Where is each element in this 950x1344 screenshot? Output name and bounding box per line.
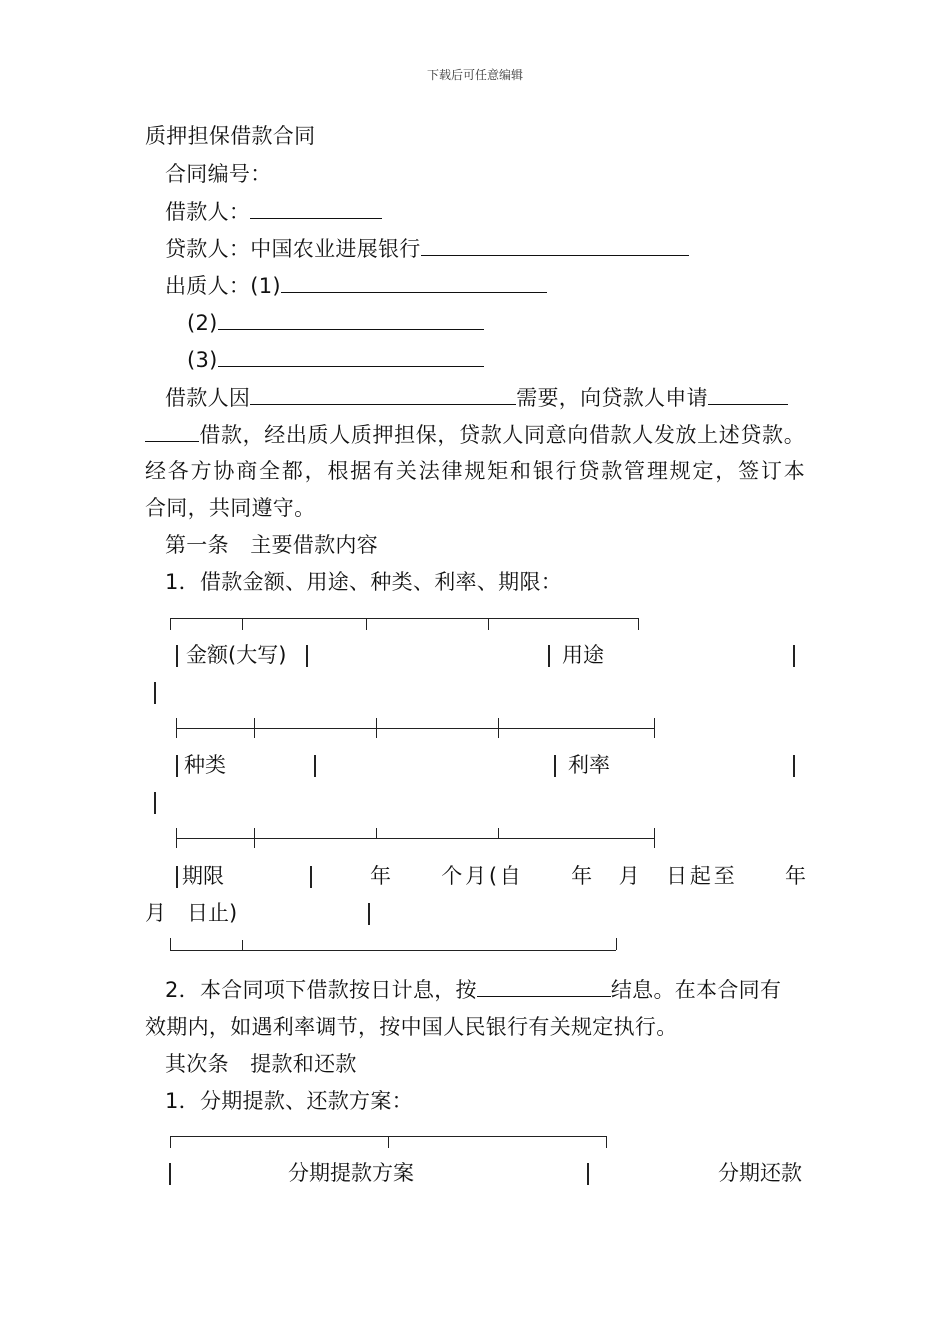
- table-corner-tick: [616, 938, 617, 950]
- table-tick: [376, 718, 377, 738]
- lender-blank: [421, 234, 689, 256]
- term-label: 期限: [182, 864, 224, 888]
- rate-label: 利率: [568, 753, 610, 777]
- table-cell-border: [169, 1163, 171, 1185]
- table-tick: [242, 618, 243, 630]
- purpose-label: 用途: [562, 643, 604, 667]
- intro-b: 需要，向贷款人申请: [516, 386, 708, 410]
- pledgor-line-1: [165, 271, 547, 300]
- reason-blank: [250, 383, 516, 405]
- table-cell-border: [793, 645, 795, 667]
- table-cell-border: [154, 682, 156, 704]
- pledgor-3-label: (3): [187, 348, 218, 372]
- amount-blank-b: [145, 420, 199, 442]
- borrower-blank: [250, 197, 382, 219]
- article-1-item-1: 1．借款金额、用途、种类、利率、期限：: [165, 570, 563, 594]
- pledgor-line-2: [187, 308, 484, 337]
- intro-line-3: 经各方协商全都，根据有关法律规矩和银行贷款管理规定，签订本: [145, 459, 805, 483]
- settlement-blank: [477, 975, 611, 997]
- amount-blank-a: [708, 383, 788, 405]
- table-tick: [176, 718, 177, 738]
- term-text-end: 月 日止): [145, 901, 238, 925]
- draw-plan-label: 分期提款方案: [288, 1161, 414, 1185]
- repay-plan-label: 分期还款: [718, 1161, 802, 1185]
- lender-line: [165, 234, 689, 263]
- amount-label: 金额(大写): [186, 643, 287, 667]
- pledgor-2-label: (2): [187, 311, 218, 335]
- table-tick: [654, 718, 655, 738]
- borrower-label: 借款人：: [165, 200, 251, 224]
- table-corner-tick: [170, 618, 171, 630]
- pledgor-1-blank: [281, 271, 547, 293]
- table-tick: [176, 828, 177, 848]
- table-row-border: [176, 728, 654, 729]
- table-tick: [488, 618, 489, 630]
- pledgor-line-3: [187, 345, 484, 374]
- table-corner-tick: [638, 618, 639, 630]
- table-cell-border: [176, 866, 178, 888]
- contract-number-label: 合同编号：: [165, 162, 272, 186]
- table-bottom-border: [170, 950, 616, 951]
- table-cell-border: [554, 755, 556, 777]
- intro-line-2: [145, 420, 805, 449]
- item-2-b: 结息。在本合同有: [610, 978, 782, 1002]
- table-tick: [242, 940, 243, 950]
- table-corner-tick: [170, 1136, 171, 1148]
- table-cell-border: [793, 755, 795, 777]
- table-cell-border: [154, 792, 156, 814]
- table-cell-border: [306, 645, 308, 667]
- document-title: 质押担保借款合同: [145, 124, 316, 148]
- intro-line-4: 合同，共同遵守。: [145, 496, 316, 520]
- type-label: 种类: [184, 753, 226, 777]
- table-cell-border: [176, 755, 178, 777]
- article-1-item-2-line-1: [165, 975, 781, 1004]
- table-tick: [376, 828, 377, 838]
- article-1-item-2-line-2: 效期内，如遇利率调节，按中国人民银行有关规定执行。: [145, 1015, 678, 1039]
- table-top-border: [170, 618, 638, 619]
- table-row-border: [176, 838, 654, 839]
- table-tick: [366, 618, 367, 630]
- table-corner-tick: [606, 1136, 607, 1148]
- pledgor-2-blank: [218, 308, 484, 330]
- table-corner-tick: [170, 938, 171, 950]
- pledgor-3-blank: [218, 345, 484, 367]
- page-header-note: 下载后可任意编辑: [426, 68, 523, 82]
- table-cell-border: [310, 866, 312, 888]
- table-tick: [498, 828, 499, 838]
- table-cell-border: [368, 903, 370, 925]
- borrower-line: [165, 197, 382, 226]
- table-cell-border: [587, 1163, 589, 1185]
- table-tick: [498, 718, 499, 738]
- intro-a: 借款人因: [165, 386, 251, 410]
- intro-line-1: [165, 383, 788, 412]
- article-2-item-1: 1．分期提款、还款方案：: [165, 1089, 413, 1113]
- table-tick: [254, 828, 255, 848]
- table-tick: [654, 828, 655, 848]
- table-tick: [388, 1136, 389, 1148]
- term-text: 年 个月(自 年 月 日起至 年: [370, 864, 806, 888]
- table-tick: [254, 718, 255, 738]
- article-1-title: 第一条 主要借款内容: [165, 533, 378, 557]
- table-cell-border: [176, 645, 178, 667]
- item-2-a: 2．本合同项下借款按日计息，按: [165, 978, 477, 1002]
- article-2-title: 其次条 提款和还款: [165, 1052, 357, 1076]
- table-cell-border: [548, 645, 550, 667]
- pledgor-label: 出质人：(1): [165, 274, 281, 298]
- intro-c: 借款，经出质人质押担保，贷款人同意向借款人发放上述贷款。: [199, 423, 805, 447]
- table-cell-border: [314, 755, 316, 777]
- lender-label: 贷款人：中国农业进展银行: [165, 237, 421, 261]
